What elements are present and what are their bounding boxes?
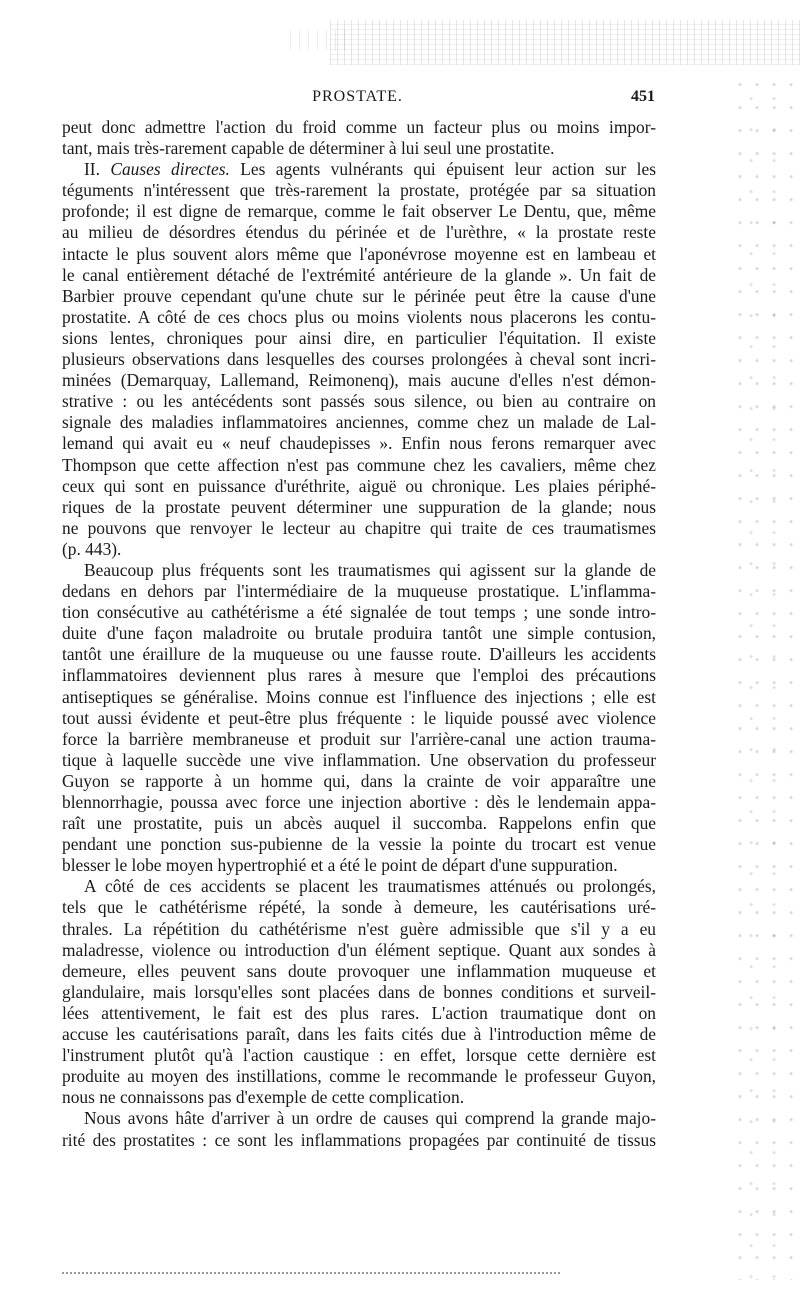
text-line: nous ne connaissons pas d'exemple de cette complication. xyxy=(62,1087,465,1108)
text-line: Beaucoup plus fréquents sont les traumatismes qui agissent sur la glande de xyxy=(84,559,656,580)
text-line: tique à laquelle succède une vive inflammation. Une observation du professeur xyxy=(62,749,656,770)
text-line: Barbier prouve cependant qu'une chute sur le périnée peut être la cause d'une xyxy=(62,285,656,306)
text-line: demeure, elles peuvent sans doute provoquer une inflammation muqueuse et xyxy=(62,960,656,981)
scan-artifact xyxy=(290,30,350,50)
text-line: tant, mais très-rarement capable de déterminer à lui seul une prostatite. xyxy=(62,138,555,159)
text-line: minées (Demarquay, Lallemand, Reimonenq), mais aucune d'elles n'est démon- xyxy=(62,370,656,391)
footer-dotted-rule xyxy=(62,1272,562,1274)
text-line: accuse les cautérisations paraît, dans les faits cités due à l'introduction même de xyxy=(62,1024,656,1045)
text-line: tantôt une éraillure de la muqueuse ou une fausse route. D'ailleurs les accidents xyxy=(62,644,656,665)
text-line: duite d'une façon maladroite ou brutale produira tantôt une simple contusion, xyxy=(62,623,656,644)
text-line: dedans en dehors par l'intermédiaire de la muqueuse prostatique. L'inflamma- xyxy=(62,581,656,602)
text-line-causes-directes xyxy=(62,159,656,180)
text-line: force la barrière membraneuse et produit sur l'arrière-canal une action trauma- xyxy=(62,728,656,749)
text-fragment: II. xyxy=(84,159,111,180)
text-line: (p. 443). xyxy=(62,538,122,559)
text-line: raît une prostatite, puis un abcès auquel il succomba. Rappelons enfin que xyxy=(62,813,656,834)
text-line: au milieu de désordres étendus du périnée et de l'urèthre, « la prostate reste xyxy=(62,222,656,243)
section-heading: Causes directes. xyxy=(110,159,230,180)
text-line: blennorrhagie, poussa avec force une injection abortive : dès le lendemain appa- xyxy=(62,792,656,812)
text-line: plusieurs observations dans lesquelles des courses prolongées à cheval sont incri- xyxy=(62,349,656,370)
body-text xyxy=(62,117,656,1151)
text-line: ne pouvons que renvoyer le lecteur au chapitre qui traite de ces traumatismes xyxy=(62,517,656,538)
text-line: téguments n'intéressent que très-rarement la prostate, protégée par sa situation xyxy=(62,180,656,201)
text-line: glandulaire, mais lorsqu'elles sont placées dans de bonnes conditions et surveil- xyxy=(62,981,656,1002)
text-line: lées attentivement, le fait est des plus rares. L'action traumatique dont on xyxy=(62,1002,656,1023)
text-line: tels que le cathétérisme répété, la sonde à demeure, les cautérisations uré- xyxy=(62,897,656,918)
running-title: PROSTATE. xyxy=(312,88,403,105)
text-line: inflammatoires deviennent plus rares à mesure que l'emploi des précautions xyxy=(62,665,656,686)
text-line: blesser le lobe moyen hypertrophié et a été le point de départ d'une suppuration. xyxy=(62,855,618,876)
text-line: antiseptiques se généralise. Moins connue est l'influence des injections ; elle est xyxy=(62,686,656,707)
text-line: intacte le plus souvent alors même que l'aponévrose moyenne est en lambeau et xyxy=(62,243,656,264)
text-line: Thompson que cette affection n'est pas commune chez les cavaliers, même chez xyxy=(62,454,656,475)
scan-artifact xyxy=(330,20,800,65)
text-line: lemand qui avait eu « neuf chaudepisses ». Enfin nous ferons remarquer avec xyxy=(62,433,656,454)
text-fragment: Les agents vulnérants qui épuisent leur action sur les xyxy=(229,159,656,180)
text-line: A côté de ces accidents se placent les traumatismes atténués ou prolongés, xyxy=(84,876,656,897)
text-line: produite au moyen des instillations, comme le recommande le professeur Guyon, xyxy=(62,1066,656,1087)
text-line: riques de la prostate peuvent déterminer une suppuration de la glande; nous xyxy=(62,496,656,517)
text-line: le canal entièrement détaché de l'extrémité antérieure de la glande ». Un fait de xyxy=(62,264,656,285)
text-line: tout aussi évidente et peut-être plus fréquente : le liquide poussé avec violence xyxy=(62,707,656,728)
text-line: l'instrument plutôt qu'à l'action caustique : en effet, lorsque cette dernière est xyxy=(62,1045,656,1066)
text-line: maladresse, violence ou introduction d'un élément septique. Quant aux sondes à xyxy=(62,939,656,960)
text-line: Nous avons hâte d'arriver à un ordre de causes qui comprend la grande majo- xyxy=(84,1108,656,1129)
text-line: profonde; il est digne de remarque, comme le fait observer Le Dentu, que, même xyxy=(62,201,656,222)
text-line: sions lentes, chroniques pour ainsi dire, en particulier l'équitation. Il existe xyxy=(62,327,656,348)
text-line: pendant une ponction sus-pubienne de la vessie la pointe du trocart est venue xyxy=(62,834,656,855)
text-line: peut donc admettre l'action du froid comme un facteur plus ou moins impor- xyxy=(62,117,656,137)
text-line: strative : ou les antécédents sont passés sous silence, ou bien au contraire on xyxy=(62,391,656,412)
text-line: thrales. La répétition du cathétérisme n'est guère admissible que s'il y a eu xyxy=(62,918,656,939)
page-number: 451 xyxy=(631,88,655,105)
text-line: Guyon se rapporte à un homme qui, dans la crainte de voir apparaître une xyxy=(62,770,656,791)
text-line: signale des maladies inflammatoires anciennes, comme chez un malade de Lal- xyxy=(62,412,656,433)
text-line: ceux qui sont en puissance d'uréthrite, aiguë ou chronique. Les plaies périphé- xyxy=(62,475,656,496)
text-line: rité des prostatites : ce sont les inflammations propagées par continuité de tissus xyxy=(62,1129,656,1150)
scan-margin-specks xyxy=(735,80,795,1280)
text-line: tion consécutive au cathétérisme a été signalée de tout temps ; une sonde intro- xyxy=(62,602,656,623)
text-line: prostatite. A côté de ces chocs plus ou moins violents nous placerons les contu- xyxy=(62,306,656,327)
page-header xyxy=(60,88,655,110)
